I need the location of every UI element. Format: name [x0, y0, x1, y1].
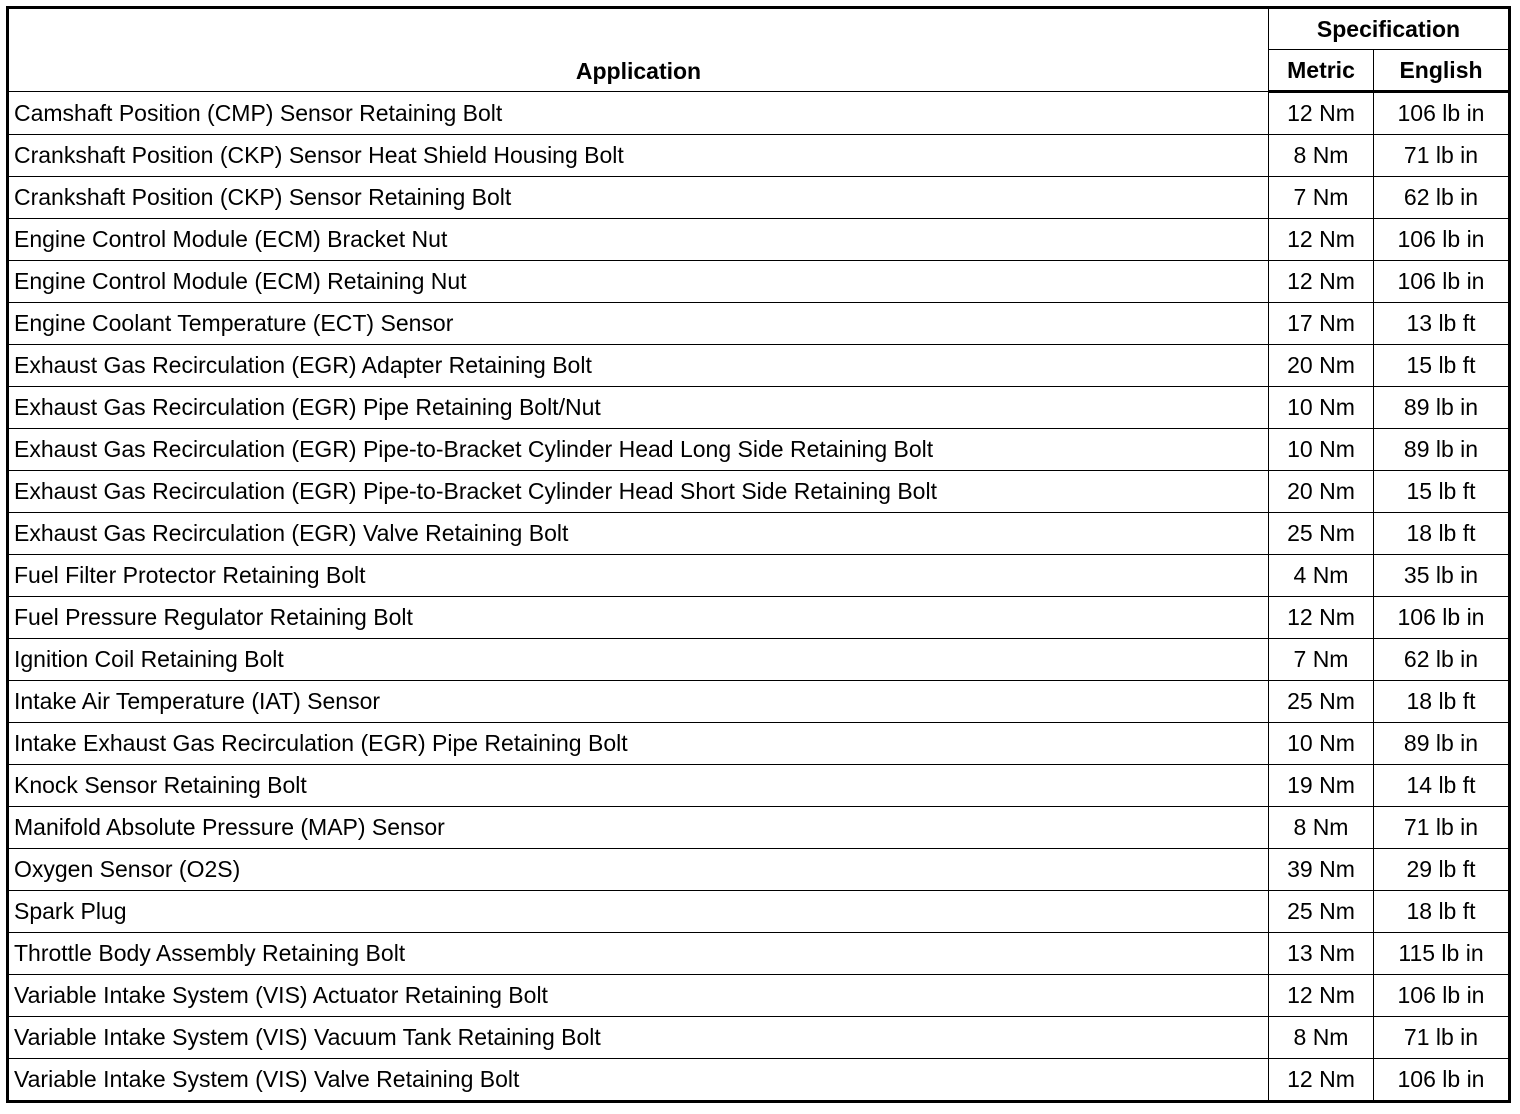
table-row — [8, 891, 1510, 933]
application-cell: Spark Plug — [8, 891, 1269, 933]
table-row — [8, 471, 1510, 513]
table-row — [8, 177, 1510, 219]
table-row — [8, 135, 1510, 177]
table-row — [8, 723, 1510, 765]
application-cell: Exhaust Gas Recirculation (EGR) Adapter Retaining Bolt — [8, 345, 1269, 387]
english-cell: 71 lb in — [1374, 1017, 1510, 1059]
metric-cell: 8 Nm — [1269, 135, 1374, 177]
metric-cell: 25 Nm — [1269, 681, 1374, 723]
metric-cell: 20 Nm — [1269, 345, 1374, 387]
english-cell: 106 lb in — [1374, 92, 1510, 135]
application-cell: Knock Sensor Retaining Bolt — [8, 765, 1269, 807]
application-cell: Crankshaft Position (CKP) Sensor Heat Shield Housing Bolt — [8, 135, 1269, 177]
english-cell: 106 lb in — [1374, 975, 1510, 1017]
table-row — [8, 849, 1510, 891]
application-column-header: Application — [8, 8, 1269, 92]
metric-cell: 12 Nm — [1269, 597, 1374, 639]
table-row — [8, 555, 1510, 597]
application-cell: Exhaust Gas Recirculation (EGR) Pipe Retaining Bolt/Nut — [8, 387, 1269, 429]
application-cell: Engine Control Module (ECM) Retaining Nut — [8, 261, 1269, 303]
application-cell: Crankshaft Position (CKP) Sensor Retaining Bolt — [8, 177, 1269, 219]
english-column-header: English — [1374, 50, 1510, 92]
specification-group-header: Specification — [1269, 8, 1510, 50]
english-cell: 89 lb in — [1374, 429, 1510, 471]
english-cell: 106 lb in — [1374, 1059, 1510, 1102]
application-cell: Exhaust Gas Recirculation (EGR) Valve Retaining Bolt — [8, 513, 1269, 555]
metric-cell: 12 Nm — [1269, 261, 1374, 303]
english-cell: 62 lb in — [1374, 177, 1510, 219]
application-cell: Ignition Coil Retaining Bolt — [8, 639, 1269, 681]
english-cell: 35 lb in — [1374, 555, 1510, 597]
table-row — [8, 1017, 1510, 1059]
application-cell: Exhaust Gas Recirculation (EGR) Pipe-to-Bracket Cylinder Head Short Side Retaining Bolt — [8, 471, 1269, 513]
metric-cell: 25 Nm — [1269, 513, 1374, 555]
english-cell: 18 lb ft — [1374, 891, 1510, 933]
application-cell: Fuel Filter Protector Retaining Bolt — [8, 555, 1269, 597]
english-cell: 115 lb in — [1374, 933, 1510, 975]
application-cell: Manifold Absolute Pressure (MAP) Sensor — [8, 807, 1269, 849]
english-cell: 14 lb ft — [1374, 765, 1510, 807]
english-cell: 89 lb in — [1374, 387, 1510, 429]
table-row — [8, 219, 1510, 261]
table-row — [8, 807, 1510, 849]
application-cell: Camshaft Position (CMP) Sensor Retaining Bolt — [8, 92, 1269, 135]
application-cell: Engine Coolant Temperature (ECT) Sensor — [8, 303, 1269, 345]
metric-cell: 4 Nm — [1269, 555, 1374, 597]
metric-cell: 12 Nm — [1269, 92, 1374, 135]
metric-cell: 25 Nm — [1269, 891, 1374, 933]
table-row — [8, 681, 1510, 723]
table-row — [8, 429, 1510, 471]
table-row — [8, 933, 1510, 975]
english-cell: 106 lb in — [1374, 261, 1510, 303]
table-row — [8, 513, 1510, 555]
table-header — [8, 8, 1510, 92]
table-row — [8, 303, 1510, 345]
application-cell: Exhaust Gas Recirculation (EGR) Pipe-to-Bracket Cylinder Head Long Side Retaining Bolt — [8, 429, 1269, 471]
metric-column-header: Metric — [1269, 50, 1374, 92]
english-cell: 15 lb ft — [1374, 471, 1510, 513]
application-cell: Oxygen Sensor (O2S) — [8, 849, 1269, 891]
header-row-top — [8, 8, 1510, 50]
table-row — [8, 387, 1510, 429]
application-cell: Throttle Body Assembly Retaining Bolt — [8, 933, 1269, 975]
english-cell: 15 lb ft — [1374, 345, 1510, 387]
metric-cell: 17 Nm — [1269, 303, 1374, 345]
english-cell: 13 lb ft — [1374, 303, 1510, 345]
english-cell: 106 lb in — [1374, 219, 1510, 261]
table-body — [8, 92, 1510, 1102]
table-row — [8, 345, 1510, 387]
fastener-specifications-table — [6, 6, 1511, 1103]
table-row — [8, 261, 1510, 303]
table-row — [8, 597, 1510, 639]
application-cell: Variable Intake System (VIS) Vacuum Tank Retaining Bolt — [8, 1017, 1269, 1059]
table-row — [8, 639, 1510, 681]
english-cell: 18 lb ft — [1374, 681, 1510, 723]
metric-cell: 19 Nm — [1269, 765, 1374, 807]
metric-cell: 39 Nm — [1269, 849, 1374, 891]
english-cell: 106 lb in — [1374, 597, 1510, 639]
metric-cell: 7 Nm — [1269, 177, 1374, 219]
application-cell: Variable Intake System (VIS) Valve Retaining Bolt — [8, 1059, 1269, 1102]
table-row — [8, 975, 1510, 1017]
metric-cell: 7 Nm — [1269, 639, 1374, 681]
metric-cell: 13 Nm — [1269, 933, 1374, 975]
metric-cell: 12 Nm — [1269, 1059, 1374, 1102]
application-cell: Fuel Pressure Regulator Retaining Bolt — [8, 597, 1269, 639]
metric-cell: 12 Nm — [1269, 975, 1374, 1017]
table-row — [8, 92, 1510, 135]
english-cell: 62 lb in — [1374, 639, 1510, 681]
english-cell: 89 lb in — [1374, 723, 1510, 765]
metric-cell: 12 Nm — [1269, 219, 1374, 261]
metric-cell: 8 Nm — [1269, 807, 1374, 849]
metric-cell: 10 Nm — [1269, 723, 1374, 765]
table-row — [8, 765, 1510, 807]
application-cell: Engine Control Module (ECM) Bracket Nut — [8, 219, 1269, 261]
english-cell: 71 lb in — [1374, 135, 1510, 177]
application-cell: Intake Air Temperature (IAT) Sensor — [8, 681, 1269, 723]
english-cell: 18 lb ft — [1374, 513, 1510, 555]
english-cell: 71 lb in — [1374, 807, 1510, 849]
english-cell: 29 lb ft — [1374, 849, 1510, 891]
metric-cell: 10 Nm — [1269, 429, 1374, 471]
metric-cell: 10 Nm — [1269, 387, 1374, 429]
application-cell: Intake Exhaust Gas Recirculation (EGR) Pipe Retaining Bolt — [8, 723, 1269, 765]
table-row — [8, 1059, 1510, 1102]
metric-cell: 20 Nm — [1269, 471, 1374, 513]
metric-cell: 8 Nm — [1269, 1017, 1374, 1059]
application-cell: Variable Intake System (VIS) Actuator Retaining Bolt — [8, 975, 1269, 1017]
